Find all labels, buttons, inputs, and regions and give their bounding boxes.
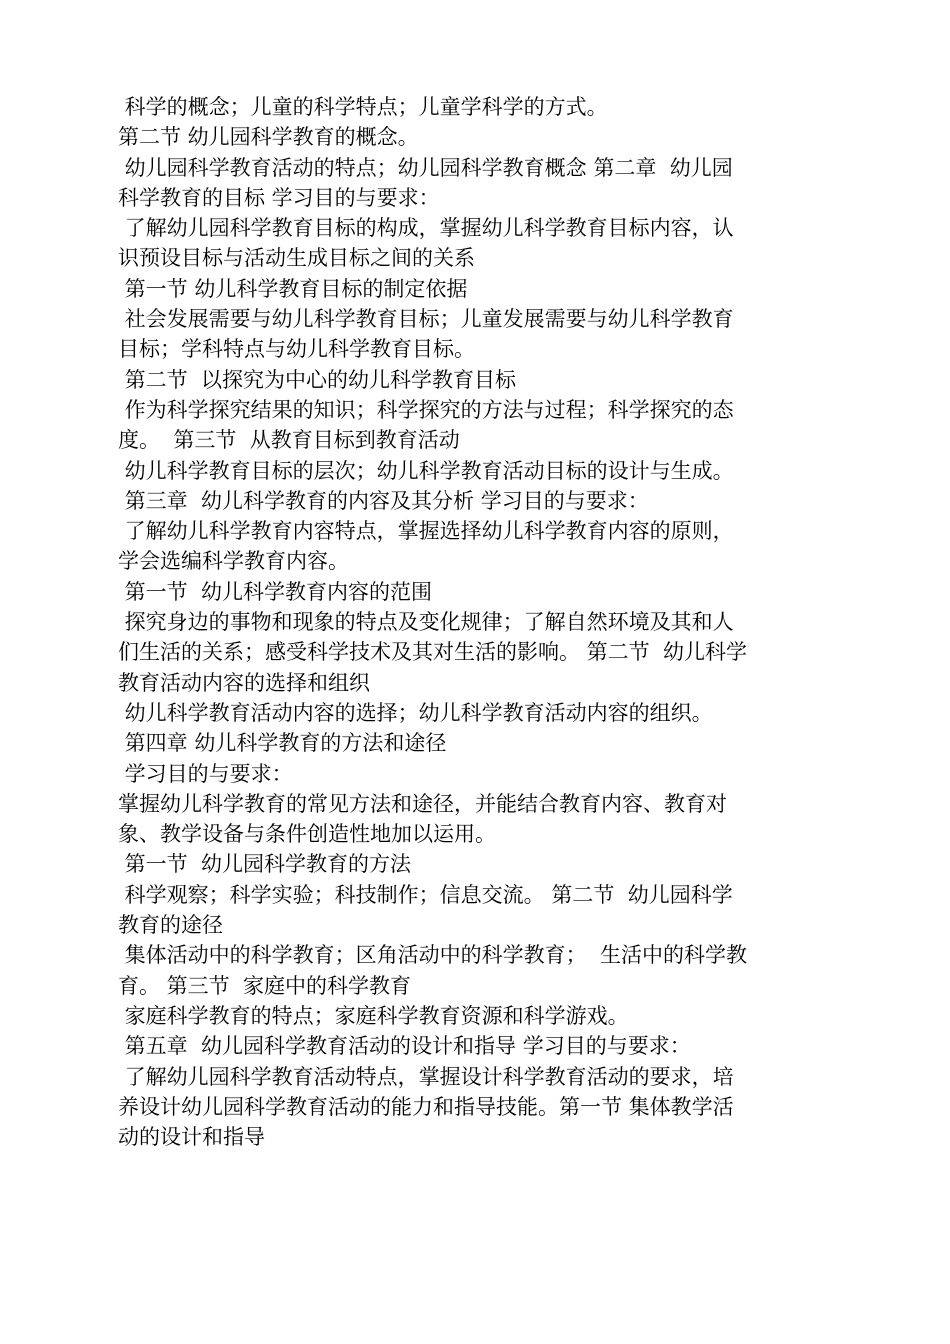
text-line: 目标；学科特点与幼儿科学教育目标。	[118, 337, 475, 362]
text-line: 第二节 幼儿园科学教育的概念。	[118, 125, 419, 150]
text-line: 第二节 以探究为中心的幼儿科学教育目标	[118, 367, 517, 392]
text-line: 集体活动中的科学教育；区角活动中的科学教育； 生活中的科学教	[118, 943, 748, 968]
text-line: 教育活动内容的选择和组织	[118, 670, 370, 695]
text-line: 象、教学设备与条件创造性地加以运用。	[118, 822, 496, 847]
text-line: 作为科学探究结果的知识；科学探究的方法与过程；科学探究的态	[118, 397, 734, 422]
text-line: 识预设目标与活动生成目标之间的关系	[118, 246, 475, 271]
text-line: 第五章 幼儿园科学教育活动的设计和指导 学习目的与要求：	[118, 1034, 691, 1059]
text-line: 养设计幼儿园科学教育活动的能力和指导技能。第一节 集体教学活	[118, 1094, 734, 1119]
text-line: 幼儿科学教育目标的层次；幼儿科学教育活动目标的设计与生成。	[118, 458, 734, 483]
text-line: 第一节 幼儿科学教育内容的范围	[118, 579, 433, 604]
text-line: 了解幼儿园科学教育活动特点，掌握设计科学教育活动的要求，培	[118, 1064, 734, 1089]
text-line: 幼儿园科学教育活动的特点；幼儿园科学教育概念 第二章 幼儿园	[118, 155, 733, 180]
text-line: 育。 第三节 家庭中的科学教育	[118, 973, 412, 998]
text-line: 动的设计和指导	[118, 1125, 265, 1150]
text-line: 们生活的关系；感受科学技术及其对生活的影响。 第二节 幼儿科学	[118, 640, 748, 665]
text-line: 学会选编科学教育内容。	[118, 549, 349, 574]
text-line: 幼儿科学教育活动内容的选择；幼儿科学教育活动内容的组织。	[118, 700, 713, 725]
text-line: 科学的概念；儿童的科学特点；儿童学科学的方式。	[118, 95, 608, 119]
text-line: 了解幼儿园科学教育目标的构成，掌握幼儿科学教育目标内容，认	[118, 216, 734, 241]
text-line: 度。 第三节 从教育目标到教育活动	[118, 428, 460, 453]
document-page	[118, 92, 834, 1152]
text-line: 家庭科学教育的特点；家庭科学教育资源和科学游戏。	[118, 1003, 629, 1028]
text-line: 了解幼儿科学教育内容特点，掌握选择幼儿科学教育内容的原则，	[118, 519, 734, 544]
text-line: 学习目的与要求：	[118, 761, 293, 786]
text-line: 第三章 幼儿科学教育的内容及其分析 学习目的与要求：	[118, 488, 649, 513]
text-line: 掌握幼儿科学教育的常见方法和途径，并能结合教育内容、教育对	[118, 791, 727, 816]
text-line: 第一节 幼儿园科学教育的方法	[118, 852, 412, 877]
text-line: 科学教育的目标 学习目的与要求：	[118, 185, 440, 210]
text-line: 科学观察；科学实验；科技制作；信息交流。 第二节 幼儿园科学	[118, 882, 733, 907]
text-line: 第一节 幼儿科学教育目标的制定依据	[118, 276, 468, 301]
text-line: 社会发展需要与幼儿科学教育目标；儿童发展需要与幼儿科学教育	[118, 307, 734, 332]
text-line: 教育的途径	[118, 913, 223, 938]
text-line: 探究身边的事物和现象的特点及变化规律；了解自然环境及其和人	[118, 610, 734, 635]
text-line: 第四章 幼儿科学教育的方法和途径	[118, 731, 447, 756]
